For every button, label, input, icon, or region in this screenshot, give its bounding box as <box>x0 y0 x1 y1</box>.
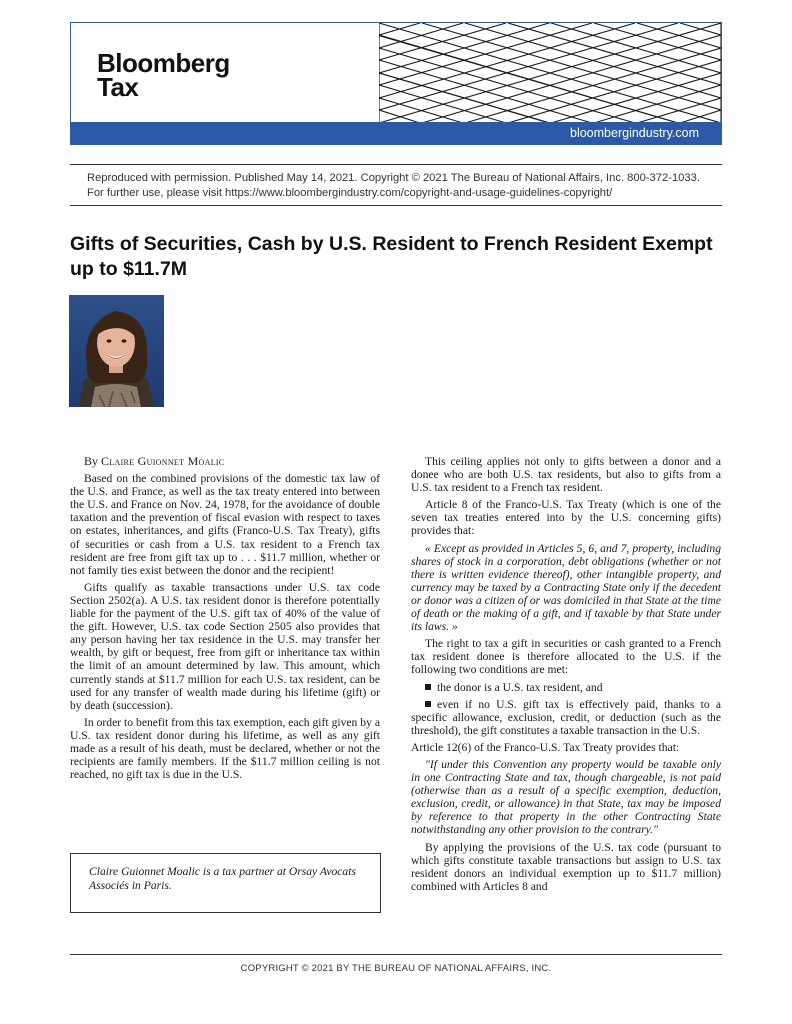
paragraph: Article 12(6) of the Franco-U.S. Tax Treaty provides that: <box>411 740 680 754</box>
byline-prefix: By <box>84 454 99 468</box>
logo-line-1: Bloomberg <box>97 48 230 78</box>
reproduction-notice: Reproduced with permission. Published May 14, 2021. Copyright © 2021 The Bureau of National Affairs, Inc. 800-372-1033. For further use, please visit https://www.bloombergindustry.com/copyright-and-usage-guidelines-copyright/ <box>87 172 700 199</box>
logo-line-2: Tax <box>97 72 139 102</box>
paragraph: Article 8 of the Franco-U.S. Tax Treaty (which is one of the seven tax treaties entered into by the U.S. concerning gifts) provides that: <box>411 498 721 538</box>
bullet-square-icon <box>425 701 431 707</box>
header-banner <box>70 22 722 145</box>
paragraph: Based on the combined provisions of the domestic tax law of the U.S. and France, as well as the tax treaty entered into between the U.S. and France on Nov. 24, 1978, for the avoidance of double taxation and the prevention of fiscal evasion with respect to taxes on estates, inheritances, and gifts (Franco-U.S. Tax Treaty), gifts of securities or cash from a U.S. tax resident to a French tax resident are free from gift tax up to . . . $11.7 million, whether or not family ties exist between the donor and the recipient! <box>70 472 380 577</box>
treaty-quote-article-12: "If under this Convention any property would be taxable only in one Contracting State and tax, though chargeable, is not paid (otherwise than as a result of a specific exemption, deduction, exclusion, credit, or allowance) in that State, tax may be imposed by reference to that property in the other Contracting State notwithstanding any other provision to the contrary." <box>411 757 721 837</box>
footer-rule <box>70 954 722 955</box>
paragraph: This ceiling applies not only to gifts between a donor and a donee who are both U.S. tax residents, but also to gifts from a U.S. tax resident to a French tax resident. <box>411 455 721 495</box>
notice-rule <box>70 205 722 206</box>
paragraph: The right to tax a gift in securities or cash granted to a French tax resident donee is therefore allocated to the U.S. if the following two conditions are met: <box>411 637 721 677</box>
article-title: Gifts of Securities, Cash by U.S. Resident to French Resident Exempt up to $11.7M <box>70 233 713 280</box>
list-item: the donor is a U.S. tax resident, and <box>411 681 721 694</box>
byline <box>70 455 380 468</box>
bloomberg-tax-logo <box>97 48 230 102</box>
list-item: even if no U.S. gift tax is effectively paid, thanks to a specific allowance, exclusion, credit, or deduction (such as the threshold), the gift constitutes a taxable transaction in the U.S. <box>411 697 721 737</box>
bloomberg-industry-url[interactable]: bloombergindustry.com <box>570 126 699 140</box>
paragraph: In order to benefit from this tax exemption, each gift given by a U.S. tax resident donor during his lifetime, as well as any gift made as a result of his death, must be declared, whether or not the recipients are family members. If the $11.7 million ceiling is not reached, no gift tax is due in the U.S. <box>70 715 380 782</box>
diamond-pattern <box>379 23 721 123</box>
author-bio: Claire Guionnet Moalic is a tax partner at Orsay Avocats Associés in Paris. <box>89 865 356 892</box>
right-column <box>411 455 721 897</box>
paragraph: By applying the provisions of the U.S. tax code (pursuant to which gifts constitute taxable transactions but assign to U.S. tax resident donors an individual exemption up to $11.7 million) combined with Articles 8 and <box>411 840 721 893</box>
top-rule <box>70 164 722 165</box>
treaty-quote-article-8: « Except as provided in Articles 5, 6, and 7, property, including shares of stock in a corporation, debt obligations (whether or not there is written evidence thereof), other intangible property, and currency may be taxed by a Contracting State only if the decedent or donor was a citizen of or was domiciled in that State at the time of death or the making of a gift, and if taxable by that State under its laws. » <box>411 541 721 634</box>
author-bio-box <box>70 853 381 913</box>
copyright-footer: COPYRIGHT © 2021 BY THE BUREAU OF NATIONAL AFFAIRS, INC. <box>240 963 552 974</box>
left-column <box>70 455 380 785</box>
author-name: Claire Guionnet Moalic <box>101 454 225 468</box>
bullet-square-icon <box>425 684 431 690</box>
author-photo <box>69 295 164 407</box>
paragraph: Gifts qualify as taxable transactions under U.S. tax code Section 2502(a). A U.S. tax resident donor is therefore potentially liable for the payment of the U.S. gift tax of 40% of the value of the gift. However, U.S. tax code Section 2505 also provides that any person having her tax residence in the U.S. may transfer her wealth, by gift or bequest, free from gift or inheritance tax within the limit of an amount determined by law. This amount, which currently stands at $11.7 million for each U.S. tax resident, can be used for any transfer of wealth made during his lifetime (gift) or by death (succession). <box>70 580 380 712</box>
